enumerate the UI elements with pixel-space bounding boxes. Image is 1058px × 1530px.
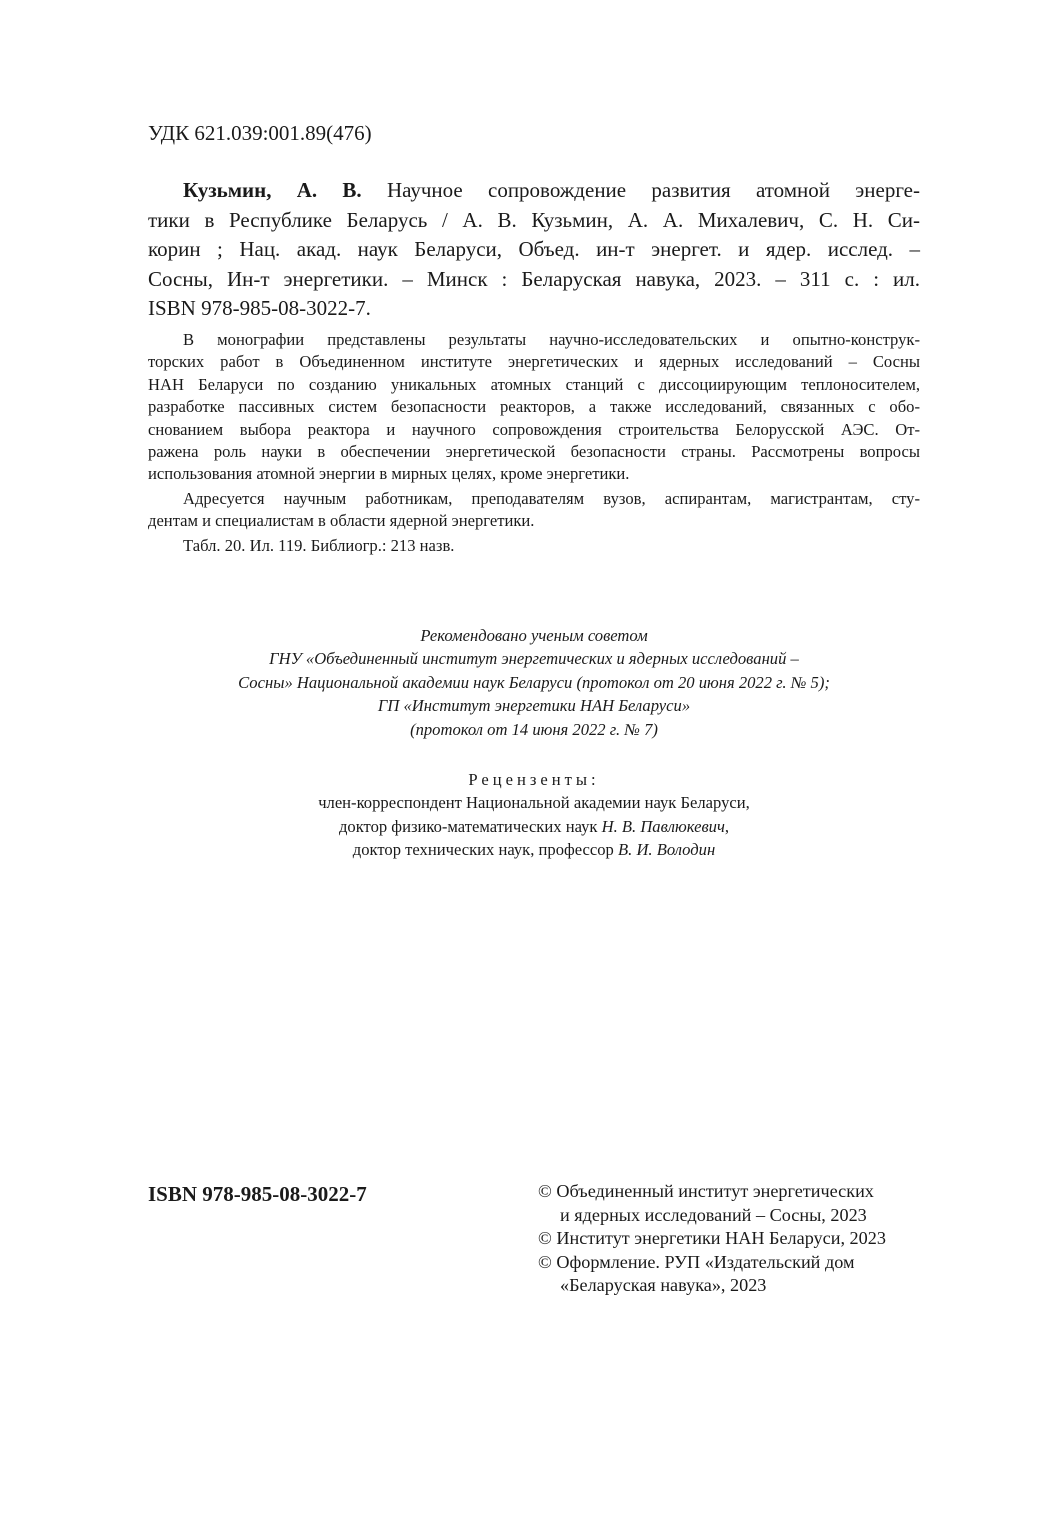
recommendation-line: (протокол от 14 июня 2022 г. № 7): [410, 719, 658, 739]
abstract-line: использования атомной энергии в мирных целях, кроме энергетики.: [148, 464, 630, 484]
recommendation-line: ГНУ «Объединенный институт энергетических и ядерных исследований –: [269, 649, 799, 669]
abstract-line: В монографии представлены результаты научно-исследовательских и опытно-конструк-: [183, 330, 920, 349]
abstract-line: снованием выбора реактора и научного сопровождения строительства Белорусской АЭС. От-: [148, 419, 920, 439]
copyright-line: © Институт энергетики НАН Беларуси, 2023: [538, 1228, 886, 1249]
recommendation-line: ГП «Институт энергетики НАН Беларуси»: [377, 696, 691, 716]
reviewer-line: [148, 815, 920, 838]
biblio-line-4: Сосны, Ин-т энергетики. – Минск : Беларуская навука, 2023. – 311 с. : ил.: [148, 266, 920, 291]
stats-line: Табл. 20. Ил. 119. Библиогр.: 213 назв.: [183, 535, 455, 555]
copyright-line: «Беларуская навука», 2023: [560, 1275, 767, 1296]
reviewer-line: член-корреспондент Национальной академии наук Беларуси,: [318, 793, 750, 813]
reviewers-block: [148, 768, 920, 862]
reviewer-name: В. И. Володин: [618, 840, 716, 860]
biblio-title-start: Научное сопровождение развития атомной энерге-: [361, 178, 920, 202]
reviewer-title: доктор технических наук, профессор: [352, 840, 619, 860]
recommendation-line: Рекомендовано ученым советом: [420, 626, 648, 645]
recommendation-block: [148, 624, 920, 741]
reviewer-punct: ,: [724, 816, 730, 836]
isbn-number: ISBN 978-985-08-3022-7: [148, 1182, 367, 1206]
reviewer-line: [148, 838, 920, 861]
biblio-line-2: тики в Республике Беларусь / А. В. Кузьмин, А. А. Михалевич, С. Н. Си-: [148, 207, 920, 232]
abstract-line: ражена роль науки в обеспечении энергетической безопасности страны. Рассмотрены вопросы: [148, 442, 920, 462]
audience-line: дентам и специалистам в области ядерной энергетики.: [148, 511, 535, 531]
abstract-line: торских работ в Объединенном институте энергетических и ядерных исследований – Сосны: [148, 352, 920, 372]
audience-line: Адресуется научным работникам, преподавателям вузов, аспирантам, магистрантам, сту-: [183, 488, 920, 508]
reviewer-name: Н. В. Павлюкевич: [601, 816, 725, 836]
copyright-line: и ядерных исследований – Сосны, 2023: [560, 1204, 867, 1225]
reviewers-heading: Рецензенты:: [468, 770, 600, 789]
biblio-line-1: [148, 176, 920, 206]
udk-code: УДК 621.039:001.89(476): [148, 121, 372, 145]
abstract-line: разработке пассивных систем безопасности реакторов, а также исследований, связанных с обо-: [148, 397, 920, 417]
copyright-line: © Оформление. РУП «Издательский дом: [538, 1251, 855, 1272]
recommendation-line: Сосны» Национальной академии наук Беларуси (протокол от 20 июня 2022 г. № 5);: [238, 672, 830, 692]
bibliographic-description: [148, 176, 920, 324]
reviewer-title: доктор физико-математических наук: [338, 816, 602, 836]
abstract-line: НАН Беларуси по созданию уникальных атомных станций с диссоциирующим теплоносителем,: [148, 374, 920, 394]
abstract: [148, 329, 920, 557]
biblio-line-5: ISBN 978-985-08-3022-7.: [148, 296, 371, 320]
author-name: Кузьмин, А. В.: [183, 178, 362, 202]
biblio-line-3: корин ; Нац. акад. наук Беларуси, Объед. ин-т энергет. и ядер. исслед. –: [148, 237, 920, 261]
copyright-line: © Объединенный институт энергетических: [538, 1181, 874, 1201]
copyright-block: [538, 1180, 928, 1298]
